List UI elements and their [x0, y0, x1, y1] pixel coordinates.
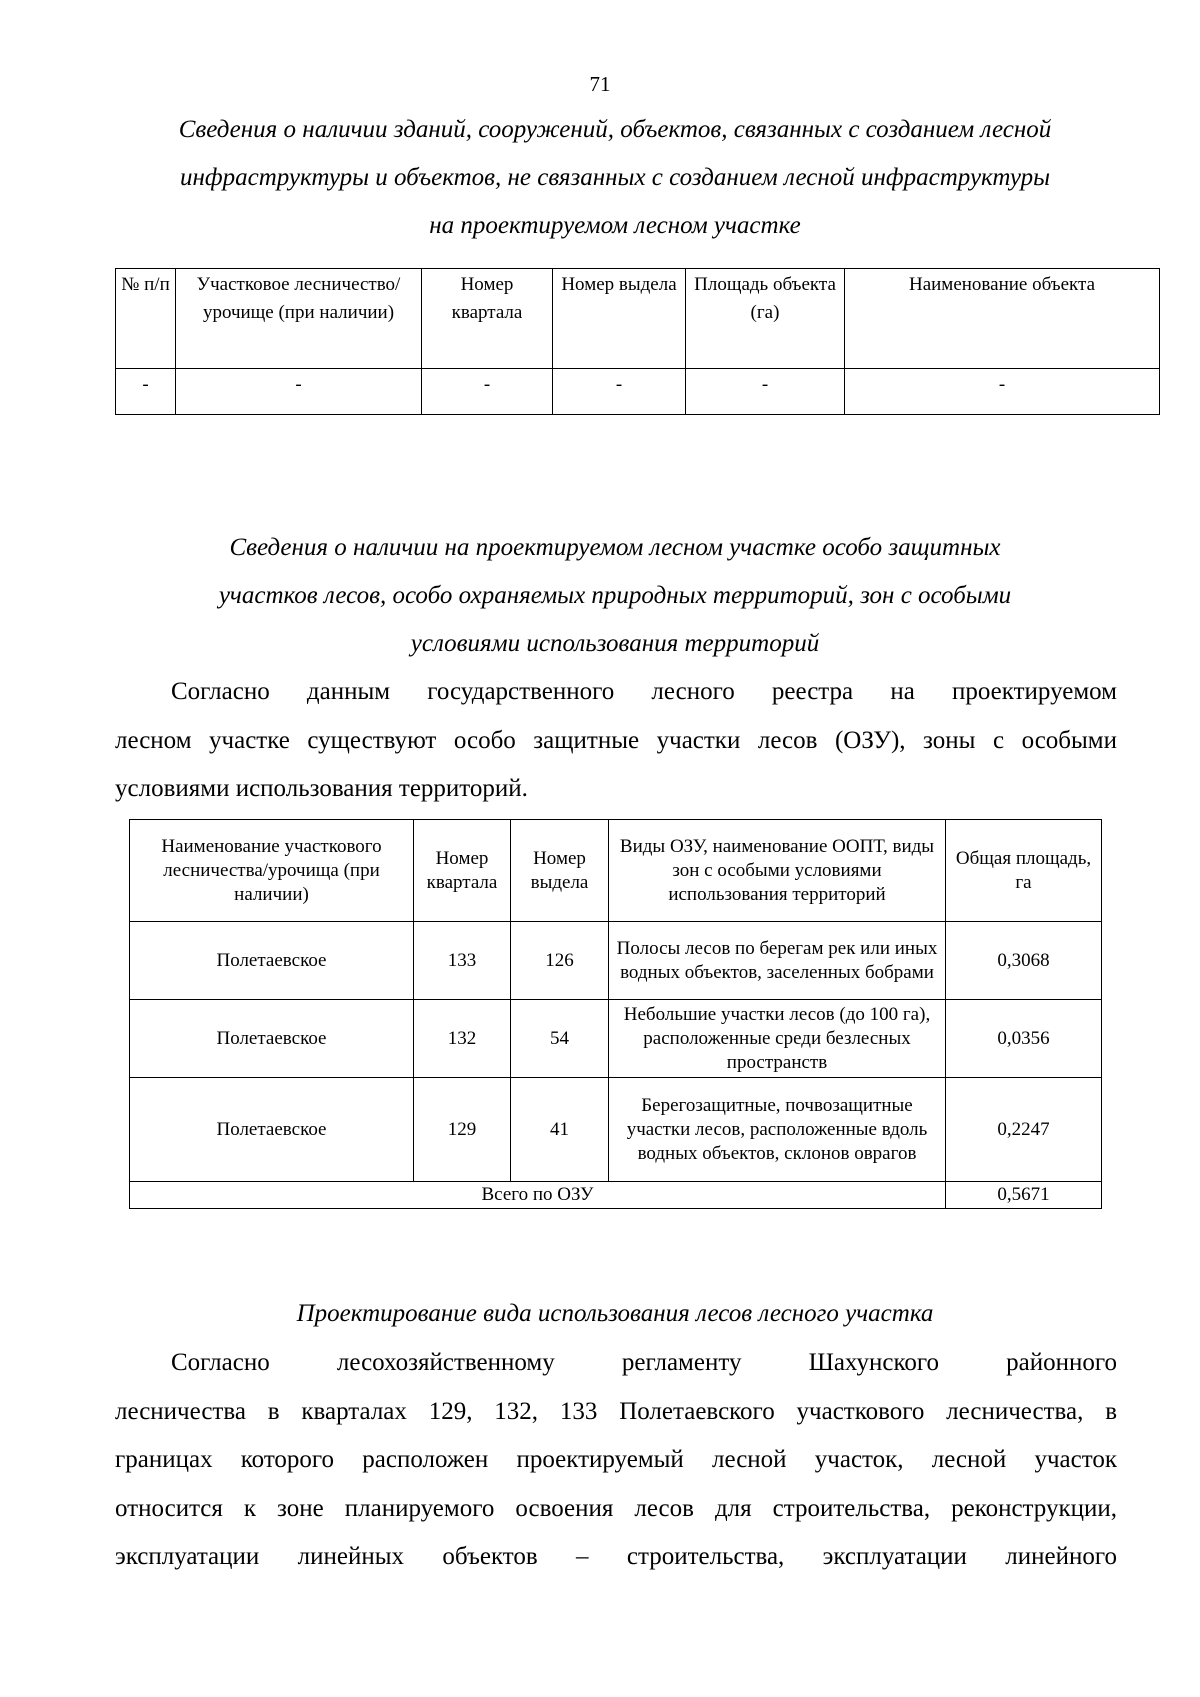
section-2-title: [110, 524, 1120, 668]
table-cell: -: [422, 369, 553, 415]
table-header-row: [130, 820, 1102, 922]
title-line: на проектируемом лесном участке: [429, 212, 801, 239]
col-header-allotment: Номер выдела: [511, 820, 609, 922]
table-cell: Полетаевское: [130, 1000, 414, 1078]
table-cell: Полетаевское: [130, 1078, 414, 1182]
table-cell: Берегозащитные, почвозащитные участки лесов, расположенные вдоль водных объектов, склонов оврагов: [609, 1078, 946, 1182]
table-cell: Небольшие участки лесов (до 100 га), расположенные среди безлесных пространств: [609, 1000, 946, 1078]
paragraph-line: лесном участке существуют особо защитные участки лесов (ОЗУ), зоны с особыми: [115, 726, 1117, 754]
col-header-area: Площадь объекта (га): [686, 269, 845, 369]
page-number: 71: [589, 72, 611, 96]
title-line: участков лесов, особо охраняемых природных территорий, зон с особыми: [218, 582, 1012, 609]
table-cell: 133: [414, 922, 511, 1000]
col-header-number: № п/п: [116, 269, 176, 369]
section-1-title: [110, 106, 1120, 250]
table-cell: 0,3068: [946, 922, 1102, 1000]
table-cell: 0,0356: [946, 1000, 1102, 1078]
col-header-object-name: Наименование объекта: [845, 269, 1160, 369]
section-3-paragraph: [115, 1339, 1117, 1582]
section-3-title: [110, 1290, 1120, 1338]
total-value: 0,5671: [946, 1182, 1102, 1209]
table-cell: 41: [511, 1078, 609, 1182]
col-header-allotment: Номер выдела: [553, 269, 686, 369]
col-header-types: Виды ОЗУ, наименование ООПТ, виды зон с особыми условиями использования территорий: [609, 820, 946, 922]
paragraph-line: границах которого расположен проектируемый лесной участок, лесной участок: [115, 1446, 1117, 1473]
title-line: Сведения о наличии зданий, сооружений, объектов, связанных с созданием лесной: [178, 116, 1052, 143]
table-row: [130, 1000, 1102, 1078]
total-label: Всего по ОЗУ: [130, 1182, 946, 1209]
col-header-quarter: Номер квартала: [414, 820, 511, 922]
paragraph-line: условиями использования территорий.: [115, 775, 528, 802]
table-cell: 54: [511, 1000, 609, 1078]
table-cell: Полетаевское: [130, 922, 414, 1000]
table-row: [116, 369, 1160, 415]
protected-areas-table: [129, 819, 1102, 1209]
table-cell: Полосы лесов по берегам рек или иных водных объектов, заселенных бобрами: [609, 922, 946, 1000]
col-header-forestry: Наименование участкового лесничества/урочища (при наличии): [130, 820, 414, 922]
paragraph-line: Согласно данным государственного лесного реестра на проектируемом: [171, 678, 1117, 705]
title-line: условиями использования территорий: [410, 630, 820, 657]
table-row: [130, 922, 1102, 1000]
paragraph-line: Согласно лесохозяйственному регламенту Шахунского районного: [171, 1349, 1117, 1376]
section-2-paragraph: [115, 668, 1117, 814]
title-line: Проектирование вида использования лесов лесного участка: [296, 1300, 934, 1327]
table-cell: -: [845, 369, 1160, 415]
table-cell: -: [686, 369, 845, 415]
title-line: инфраструктуры и объектов, не связанных с созданием лесной инфраструктуры: [179, 164, 1051, 191]
buildings-table: [115, 268, 1160, 415]
paragraph-line: лесничества в кварталах 129, 132, 133 Полетаевского участкового лесничества, в: [115, 1397, 1117, 1425]
table-cell: 0,2247: [946, 1078, 1102, 1182]
paragraph-line: эксплуатации линейных объектов – строительства, эксплуатации линейного: [115, 1543, 1117, 1570]
table-header-row: [116, 269, 1160, 369]
table-cell: -: [553, 369, 686, 415]
table-cell: -: [116, 369, 176, 415]
table-cell: 126: [511, 922, 609, 1000]
table-row: [130, 1078, 1102, 1182]
title-line: Сведения о наличии на проектируемом лесном участке особо защитных: [229, 534, 1001, 561]
table-total-row: [130, 1182, 1102, 1209]
paragraph-line: относится к зоне планируемого освоения лесов для строительства, реконструкции,: [115, 1494, 1117, 1522]
table-cell: 129: [414, 1078, 511, 1182]
col-header-quarter: Номер квартала: [422, 269, 553, 369]
table-cell: -: [176, 369, 422, 415]
table-cell: 132: [414, 1000, 511, 1078]
col-header-total-area: Общая площадь, га: [946, 820, 1102, 922]
col-header-forestry: Участковое лесничество/урочище (при наличии): [176, 269, 422, 369]
